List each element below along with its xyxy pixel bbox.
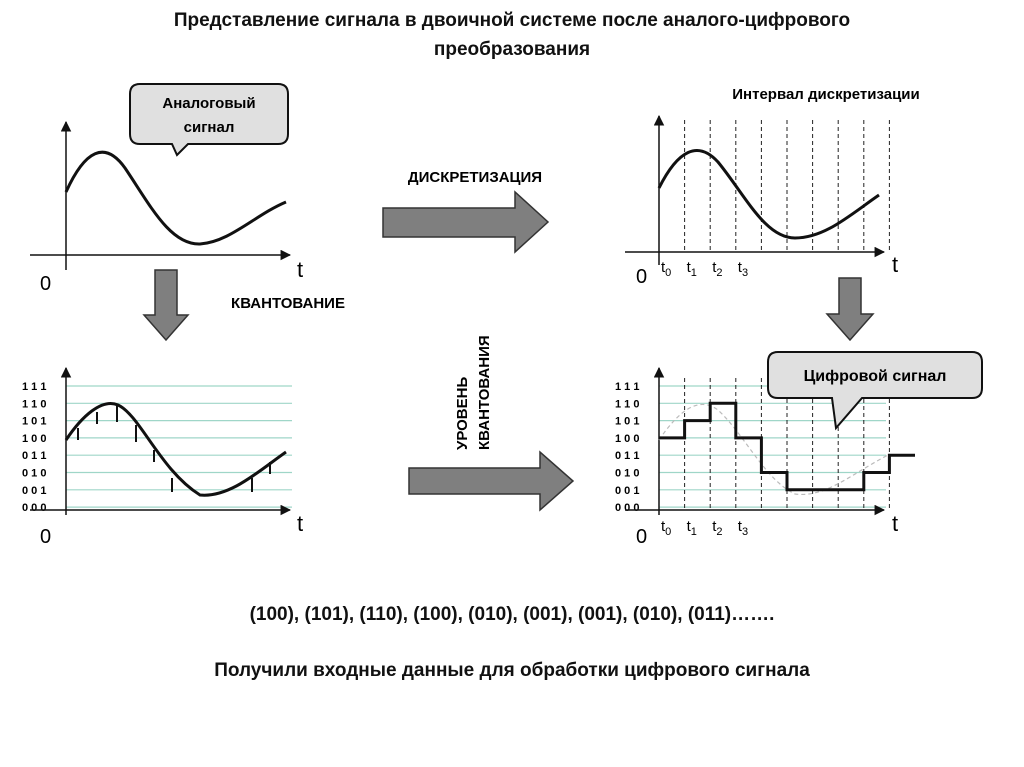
quantization-label: КВАНТОВАНИЕ <box>231 295 345 312</box>
level-code: 1 0 0 <box>22 432 47 445</box>
level-code: 1 1 1 <box>615 381 640 393</box>
level-code: 0 0 0 <box>22 502 47 515</box>
time-label: $t_0$ <box>661 518 672 538</box>
sampled-panel <box>625 116 898 288</box>
level-code: 1 0 1 <box>22 415 47 428</box>
quant-level-arrow <box>409 452 573 510</box>
discretization-arrow <box>383 192 548 252</box>
time-labels <box>661 518 748 538</box>
level-code: 0 1 1 <box>615 450 640 463</box>
conclusion-text: Получили входные данные для обработки цифрового сигнала <box>214 660 810 681</box>
level-code: 0 1 0 <box>615 467 640 480</box>
origin-label: 0 <box>40 526 52 548</box>
t-axis-label: t <box>892 511 899 536</box>
quantization-grid <box>66 386 292 507</box>
level-code: 0 1 1 <box>22 450 47 463</box>
time-label: $t_2$ <box>712 518 723 538</box>
analog-panel <box>30 122 303 295</box>
level-code: 1 1 1 <box>22 381 47 393</box>
level-code: 0 0 0 <box>615 502 640 515</box>
level-codes <box>615 381 639 514</box>
binary-sequence: (100), (101), (110), (100), (010), (001), (001), (010), (011)……. <box>249 604 775 625</box>
quantization-panel <box>22 368 303 548</box>
time-label: $t_0$ <box>661 259 672 279</box>
page-title-line2: преобразования <box>433 39 591 60</box>
analog-curve <box>66 152 286 244</box>
origin-label: 0 <box>636 266 648 288</box>
level-code: 0 1 0 <box>22 467 47 480</box>
origin-label: 0 <box>636 526 648 548</box>
level-codes <box>22 381 46 514</box>
origin-label: 0 <box>40 273 52 295</box>
analog-callout <box>130 84 288 155</box>
quantization-ticks <box>78 405 270 492</box>
quant-level-line1: УРОВЕНЬ <box>454 376 471 450</box>
sampling-lines <box>685 120 890 252</box>
digital-callout <box>768 352 982 428</box>
analog-curve <box>659 150 879 238</box>
level-code: 1 1 0 <box>22 398 47 411</box>
page-title-line1: Представление сигнала в двоичной системе после аналого-цифрового <box>173 10 851 31</box>
to-digital-arrow <box>827 278 873 340</box>
level-code: 0 0 1 <box>22 484 47 497</box>
quant-level-line2: КВАНТОВАНИЯ <box>476 335 493 450</box>
digital-callout-label: Цифровой сигнал <box>803 368 947 385</box>
time-label: $t_2$ <box>712 259 723 279</box>
level-code: 1 0 0 <box>615 432 640 445</box>
sampling-interval-label: Интервал дискретизации <box>732 86 920 103</box>
analog-reference-curve <box>659 404 888 494</box>
level-code: 0 0 1 <box>615 484 640 497</box>
level-code: 1 1 0 <box>615 398 640 411</box>
t-axis-label: t <box>297 257 304 282</box>
analog-callout-line2: сигнал <box>183 119 235 136</box>
t-axis-label: t <box>297 511 304 536</box>
discretization-label: ДИСКРЕТИЗАЦИЯ <box>407 169 543 186</box>
time-label: $t_3$ <box>737 259 749 279</box>
quantization-arrow <box>144 270 188 340</box>
time-label: $t_1$ <box>686 518 697 538</box>
level-code: 1 0 1 <box>615 415 640 428</box>
time-label: $t_1$ <box>686 259 697 279</box>
time-labels <box>661 259 748 279</box>
time-label: $t_3$ <box>737 518 749 538</box>
analog-callout-line1: Аналоговый <box>162 95 256 112</box>
t-axis-label: t <box>892 252 899 277</box>
